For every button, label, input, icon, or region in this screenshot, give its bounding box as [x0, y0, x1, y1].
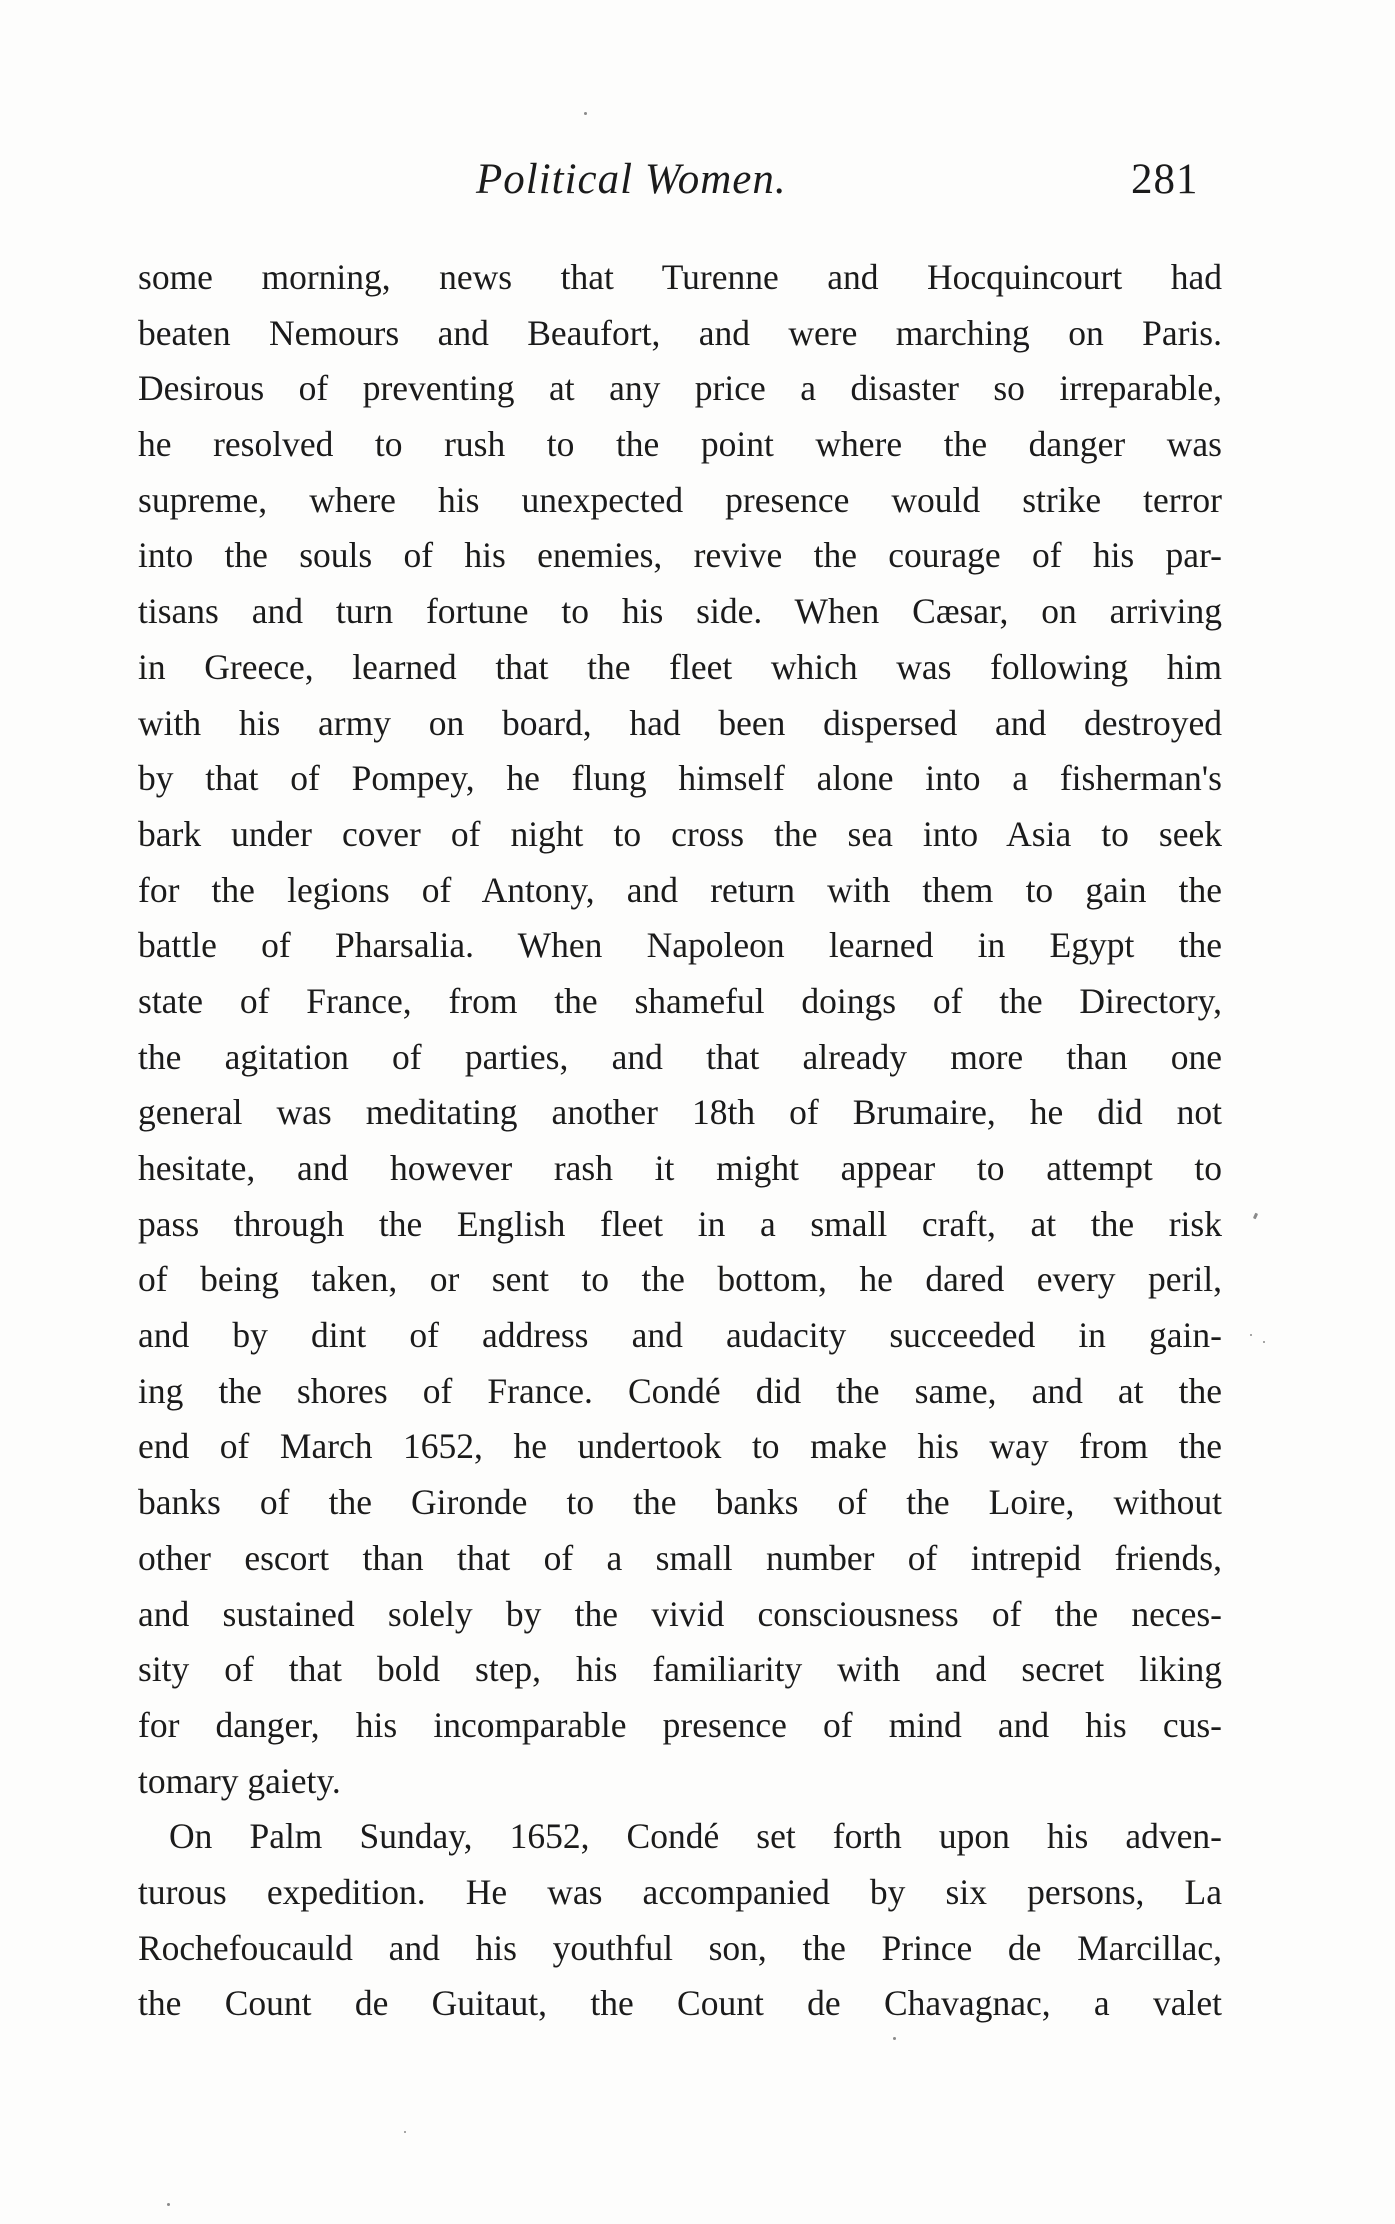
paper-speck [893, 2037, 896, 2040]
text-line: general was meditating another 18th of Brumaire, he did not [138, 1092, 1222, 1133]
text-line: Desirous of preventing at any price a disaster so irreparable, [138, 368, 1222, 409]
paper-speck [584, 112, 587, 115]
text-line: supreme, where his unexpected presence would strike terror [138, 479, 1222, 520]
text-line: banks of the Gironde to the banks of the Loire, without [138, 1482, 1222, 1523]
text-line: turous expedition. He was accompanied by six persons, La [138, 1871, 1222, 1912]
text-line: of being taken, or sent to the bottom, he dared every peril, [138, 1259, 1222, 1300]
text-line: sity of that bold step, his familiarity with and secret liking [138, 1649, 1222, 1690]
text-line: end of March 1652, he undertook to make his way from the [138, 1426, 1222, 1467]
text-line: hesitate, and however rash it might appear to attempt to [138, 1148, 1222, 1188]
paragraph-2 [138, 1809, 1222, 2032]
text-line: the Count de Guitaut, the Count de Chavagnac, a valet [138, 1983, 1222, 2024]
page-number: 281 [1131, 156, 1199, 203]
text-line: ing the shores of France. Condé did the same, and at the [138, 1370, 1222, 1411]
text-line: and by dint of address and audacity succeeded in gain- [138, 1315, 1222, 1356]
text-line: battle of Pharsalia. When Napoleon learned in Egypt the [138, 925, 1222, 966]
text-line: into the souls of his enemies, revive the courage of his par- [138, 535, 1222, 576]
paragraph-1 [138, 250, 1222, 1809]
running-head [0, 150, 1395, 210]
text-line: for danger, his incomparable presence of mind and his cus- [138, 1704, 1222, 1745]
paper-speck [167, 2203, 170, 2206]
text-line: tomary gaiety. [138, 1760, 341, 1801]
text-line: On Palm Sunday, 1652, Condé set forth upon his adven- [169, 1816, 1222, 1857]
text-line: other escort than that of a small number of intrepid friends, [138, 1537, 1222, 1578]
text-line: tisans and turn fortune to his side. When Cæsar, on arriving [138, 591, 1222, 632]
text-line: the agitation of parties, and that already more than one [138, 1036, 1222, 1077]
paper-speck [404, 2131, 406, 2133]
paper-speck [1253, 1213, 1258, 1220]
text-line: by that of Pompey, he flung himself alone into a fisherman's [138, 758, 1222, 799]
text-line: with his army on board, had been dispersed and destroyed [138, 702, 1222, 743]
text-line: some morning, news that Turenne and Hocquincourt had [138, 257, 1222, 297]
text-line: pass through the English fleet in a small craft, at the risk [138, 1203, 1222, 1244]
text-line: for the legions of Antony, and return with them to gain the [138, 869, 1222, 910]
running-title: Political Women. [476, 156, 787, 203]
body-text [138, 250, 1222, 2032]
text-line: he resolved to rush to the point where the danger was [138, 424, 1222, 465]
paper-speck [1250, 1334, 1252, 1336]
paper-speck [1263, 1341, 1265, 1343]
text-line: Rochefoucauld and his youthful son, the Prince de Marcillac, [138, 1927, 1222, 1968]
text-line: state of France, from the shameful doings of the Directory, [138, 980, 1222, 1021]
text-line: and sustained solely by the vivid consciousness of the neces- [138, 1593, 1222, 1634]
text-line: beaten Nemours and Beaufort, and were marching on Paris. [138, 312, 1222, 353]
text-line: in Greece, learned that the fleet which was following him [138, 646, 1222, 687]
text-line: bark under cover of night to cross the sea into Asia to seek [138, 813, 1222, 854]
